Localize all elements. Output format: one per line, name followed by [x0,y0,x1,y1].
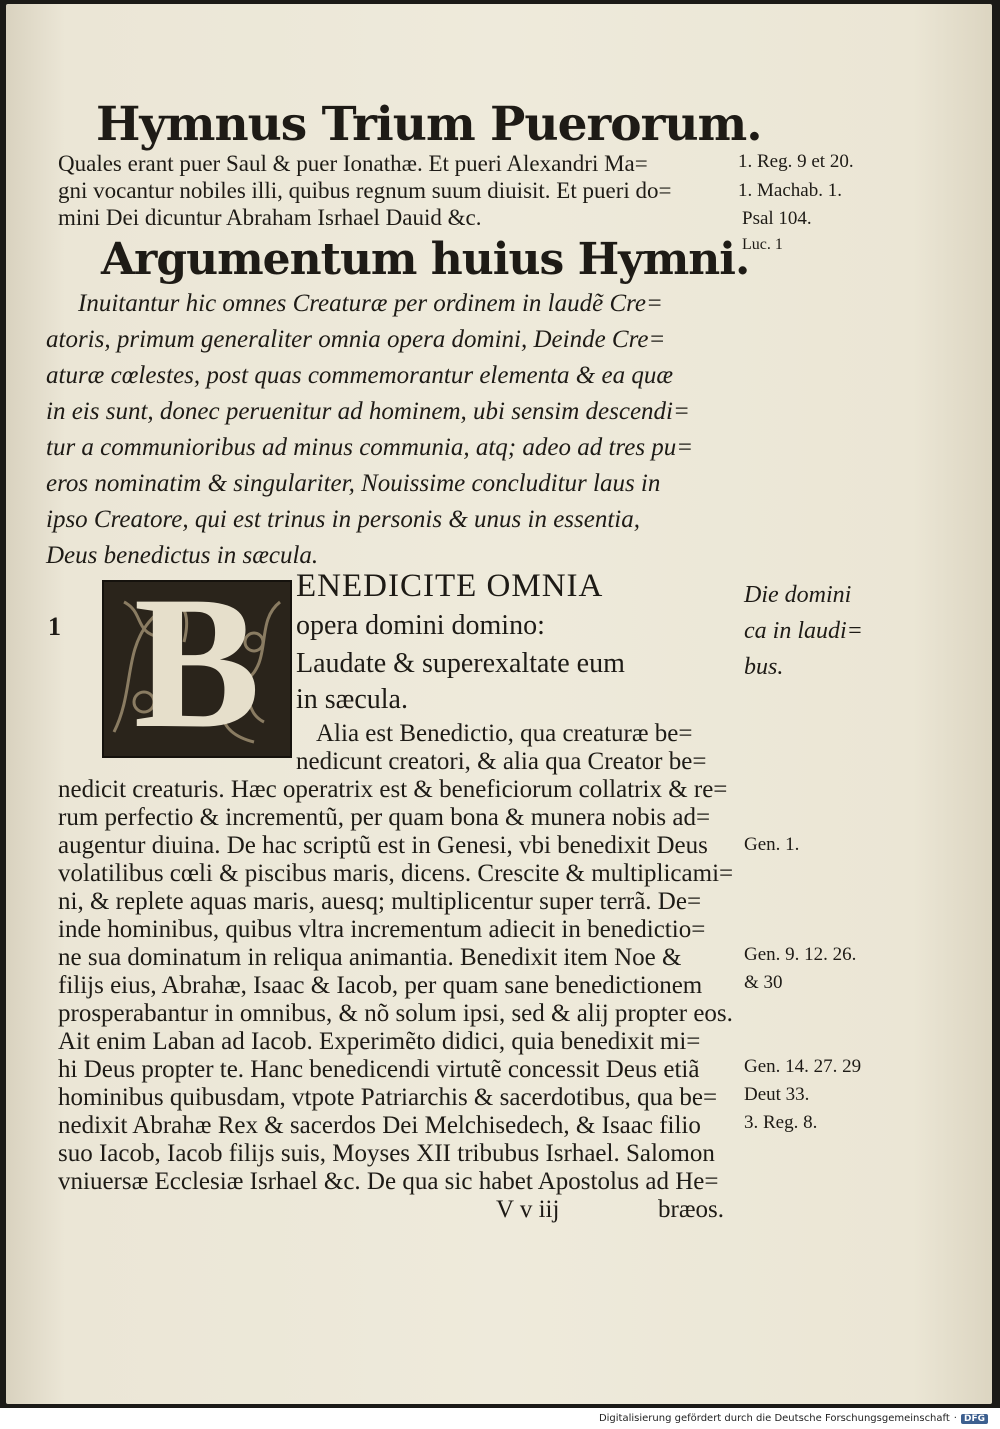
page-title: Hymnus Trium Puerorum. [96,97,762,152]
body-line-14: hominibus quibusdam, vtpote Patriarchis & sacerdotibus, qua be= [58,1084,718,1111]
decorated-initial [102,580,292,758]
argument-line-5: tur a communioribus ad minus communia, atq; adeo ad tres pu= [46,434,694,461]
body-line-10: filijs eius, Abrahæ, Isaac & Iacob, per quam sane benedictionem [58,972,703,999]
body-line-13: hi Deus propter te. Hanc benedicendi virtutẽ concessit Deus etiã [58,1056,700,1083]
margin-note-gen9-2: & 30 [744,972,783,993]
signature-mark: V v iij [496,1196,560,1223]
argument-line-2: atoris, primum generaliter omnia opera domini, Deinde Cre= [46,326,666,353]
intro-line-2: gni vocantur nobiles illi, quibus regnum suum diuisit. Et pueri do= [58,178,672,203]
verse-line-3: Laudate & superexaltate eum [296,648,625,679]
argument-line-7: ipso Creatore, qui est trinus in personis & unus in essentia, [46,506,640,533]
margin-note-top-3: Psal 104. [742,208,812,229]
dfg-logo-icon: DFG [961,1414,988,1424]
initial-letter: B [133,580,261,758]
argument-line-4: in eis sunt, donec peruenitur ad hominem, ubi sensim descendi= [46,398,690,425]
body-line-15: nedixit Abrahæ Rex & sacerdos Dei Melchisedech, & Isaac filio [58,1112,701,1139]
body-line-2: nedicunt creatori, & alia qua Creator be= [296,748,707,775]
argument-heading: Argumentum huius Hymni. [101,234,750,285]
body-line-7: ni, & replete aquas maris, auesq; multiplicentur super terrã. De= [58,888,702,915]
margin-rubric-3: bus. [744,654,784,680]
verse-line-2: opera domini domino: [296,610,545,641]
body-line-3: nedicit creaturis. Hæc operatrix est & beneficiorum collatrix & re= [58,776,728,803]
verse-line-4: in sæcula. [296,684,408,715]
verse-line-1: ENEDICITE OMNIA [296,568,604,604]
body-line-12: Ait enim Laban ad Iacob. Experimẽto didici, quia benedixit mi= [58,1028,701,1055]
book-page [6,4,992,1404]
argument-line-1: Inuitantur hic omnes Creaturæ per ordinem in laudẽ Cre= [78,290,663,317]
verse-number: 1 [48,612,61,641]
argument-line-8: Deus benedictus in sæcula. [46,542,319,569]
funding-footer [599,1413,988,1424]
body-line-4: rum perfectio & incrementũ, per quam bona & munera nobis ad= [58,804,711,831]
footer-text: Digitalisierung gefördert durch die Deutsche Forschungsgemeinschaft [598,1413,950,1424]
margin-note-gen14-1: Gen. 14. 27. 29 [744,1056,862,1077]
body-line-6: volatilibus cœli & piscibus maris, dicens. Crescite & multiplicami= [58,860,734,887]
body-line-9: ne sua dominatum in reliqua animantia. Benedixit item Noe & [58,944,682,971]
margin-note-top-4: Luc. 1 [742,236,783,253]
intro-line-1: Quales erant puer Saul & puer Ionathæ. Et pueri Alexandri Ma= [58,151,648,176]
intro-line-3: mini Dei dicuntur Abraham Isrhael Dauid &c. [58,205,482,230]
margin-note-gen9-1: Gen. 9. 12. 26. [744,944,857,965]
body-line-8: inde hominibus, quibus vltra incrementum adiecit in benedictio= [58,916,706,943]
body-line-17: vniuersæ Ecclesiæ Isrhael &c. De qua sic habet Apostolus ad He= [58,1168,719,1195]
margin-rubric-1: Die domini [744,582,852,608]
body-line-16: suo Iacob, Iacob filijs suis, Moyses XII tribubus Isrhael. Salomon [58,1140,715,1167]
margin-note-gen14-2: Deut 33. [744,1084,810,1105]
footer-separator: · [953,1413,957,1424]
margin-note-top-1: 1. Reg. 9 et 20. [738,151,854,172]
catchword: bræos. [658,1196,724,1223]
body-line-5: augentur diuina. De hac scriptũ est in Genesi, vbi benedixit Deus [58,832,708,859]
argument-line-6: eros nominatim & singulariter, Nouissime concluditur laus in [46,470,661,497]
argument-line-3: aturæ cœlestes, post quas commemorantur elementa & ea quæ [46,362,674,389]
margin-note-top-2: 1. Machab. 1. [738,180,842,201]
margin-note-gen1: Gen. 1. [744,834,800,855]
body-line-1: Alia est Benedictio, qua creaturæ be= [316,720,693,747]
margin-note-gen14-3: 3. Reg. 8. [744,1112,818,1133]
body-line-11: prosperabantur in omnibus, & nõ solum ipsi, sed & alij propter eos. [58,1000,733,1027]
margin-rubric-2: ca in laudi= [744,618,863,644]
